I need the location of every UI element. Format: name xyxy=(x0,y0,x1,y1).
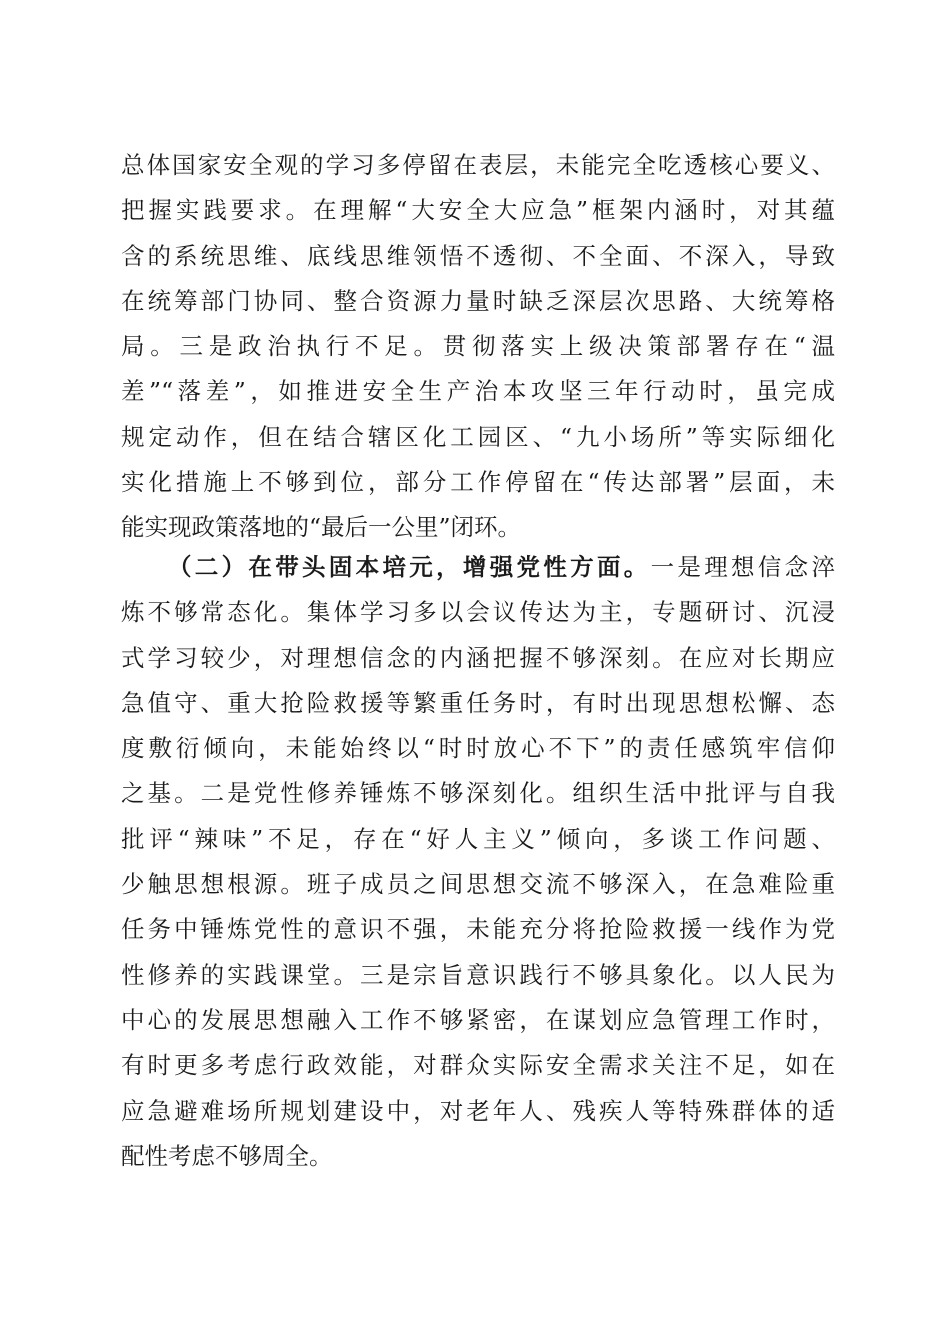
text-line: 性修养的实践课堂。三是宗旨意识践行不够具象化。以人民为 xyxy=(121,960,835,989)
text-line: 急值守、重大抢险救援等繁重任务时，有时出现思想松懈、态 xyxy=(121,688,835,717)
section-first-line-text: 一是理想信念淬 xyxy=(650,553,835,581)
text-line: 应急避难场所规划建设中，对老年人、残疾人等特殊群体的适 xyxy=(121,1096,835,1125)
text-line: 度敷衍倾向，未能始终以“时时放心不下”的责任感筑牢信仰 xyxy=(121,734,835,763)
text-line: 有时更多考虑行政效能，对群众实际安全需求关注不足，如在 xyxy=(121,1051,835,1080)
section-heading: （二）在带头固本培元，增强党性方面。 xyxy=(168,553,651,581)
text-line: 少触思想根源。班子成员之间思想交流不够深入，在急难险重 xyxy=(121,870,835,899)
text-line: 实化措施上不够到位，部分工作停留在“传达部署”层面，未 xyxy=(121,468,835,497)
text-line: 能实现政策落地的“最后一公里”闭环。 xyxy=(121,513,522,542)
text-line: 中心的发展思想融入工作不够紧密，在谋划应急管理工作时， xyxy=(121,1005,835,1034)
text-line: 规定动作，但在结合辖区化工园区、“九小场所”等实际细化 xyxy=(121,422,835,451)
section-first-line xyxy=(121,545,835,590)
text-line: 总体国家安全观的学习多停留在表层，未能完全吃透核心要义、 xyxy=(121,151,835,179)
text-line: 批评“辣味”不足，存在“好人主义”倾向，多谈工作问题、 xyxy=(121,824,835,853)
text-line: 炼不够常态化。集体学习多以会议传达为主，专题研讨、沉浸 xyxy=(121,598,835,627)
text-line: 式学习较少，对理想信念的内涵把握不够深刻。在应对长期应 xyxy=(121,643,835,672)
text-line: 在统筹部门协同、整合资源力量时缺乏深层次思路、大统筹格 xyxy=(121,286,835,315)
text-line: 含的系统思维、底线思维领悟不透彻、不全面、不深入，导致 xyxy=(121,241,835,270)
text-line: 任务中锤炼党性的意识不强，未能充分将抢险救援一线作为党 xyxy=(121,915,835,944)
text-line: 差”“落差”，如推进安全生产治本攻坚三年行动时，虽完成 xyxy=(121,377,835,406)
paragraph-political-execution xyxy=(121,143,835,551)
text-line: 把握实践要求。在理解“大安全大应急”框架内涵时，对其蕴 xyxy=(121,196,835,225)
text-line: 局。三是政治执行不足。贯彻落实上级决策部署存在“温 xyxy=(121,332,835,361)
text-line: 之基。二是党性修养锤炼不够深刻化。组织生活中批评与自我 xyxy=(121,779,835,808)
text-line: 配性考虑不够周全。 xyxy=(121,1141,333,1170)
paragraph-party-spirit xyxy=(121,545,835,1179)
